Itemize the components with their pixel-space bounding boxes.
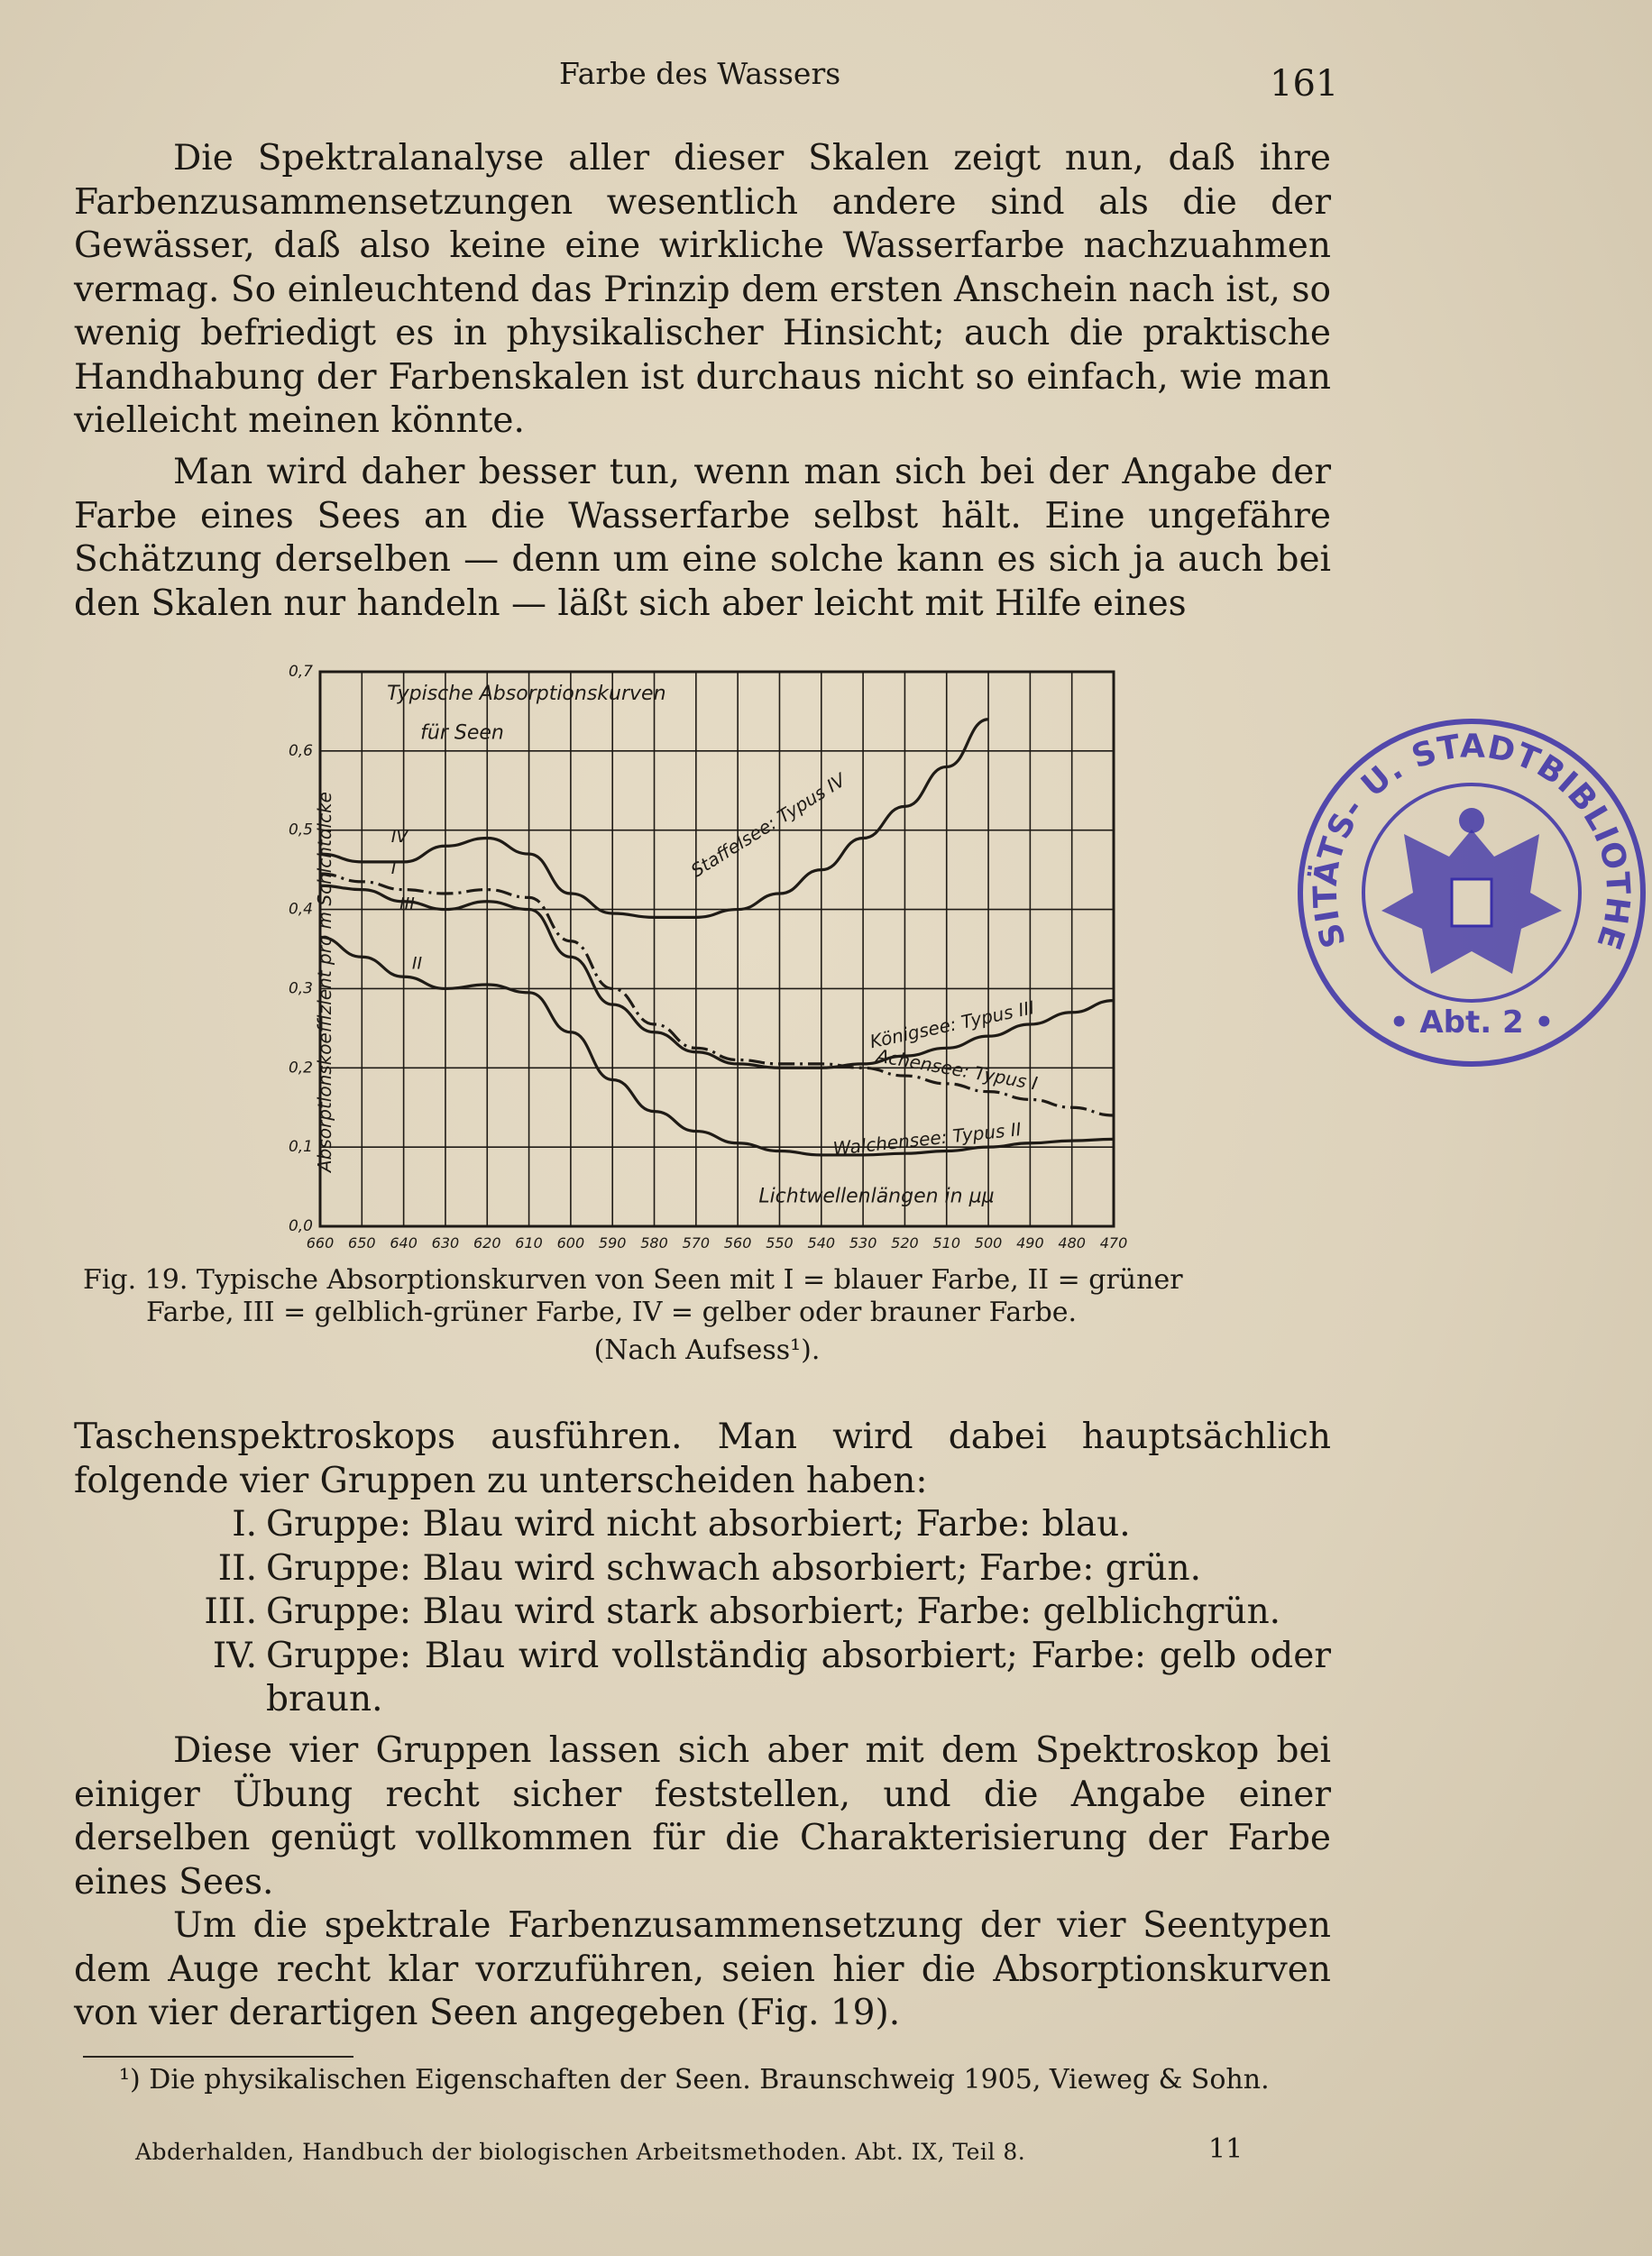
caption-line-1: Fig. 19. Typische Absorptionskurven von Seen mit I = blauer Farbe, II = grüner: [83, 1264, 1183, 1296]
y-tick-label: 0,1: [288, 1138, 313, 1157]
x-axis-label: Lichtwellenlängen in µµ: [758, 1185, 995, 1208]
body-text-final: [74, 1729, 1331, 2036]
chart-title: Typische Absorptionskurven: [387, 682, 666, 705]
series-roman-label: II: [411, 953, 423, 974]
series-roman-label: III: [399, 894, 415, 914]
page-number: 161: [1270, 63, 1339, 105]
x-tick-label: 520: [891, 1234, 919, 1252]
x-tick-label: 620: [473, 1234, 501, 1252]
series-name-label: Staffelsee: Typus IV: [686, 768, 849, 882]
series-roman-label: I: [390, 858, 397, 879]
body-text-bottom: [74, 1416, 1331, 1722]
y-tick-label: 0,5: [288, 821, 313, 839]
x-tick-label: 580: [640, 1234, 668, 1252]
crown-icon: [1459, 808, 1484, 833]
y-tick-label: 0,3: [288, 979, 313, 998]
x-tick-label: 660: [306, 1234, 335, 1252]
group-number: II.: [217, 1547, 257, 1589]
x-tick-label: 490: [1016, 1234, 1044, 1252]
x-tick-label: 570: [682, 1234, 711, 1252]
library-stamp-svg: [1291, 712, 1652, 1073]
y-axis-label: Absorptionskoeffizient pro m Schichtdicke: [314, 792, 335, 1172]
y-tick-label: 0,7: [288, 663, 313, 681]
x-tick-label: 610: [515, 1234, 543, 1252]
series-name-label: Achensee: Typus I: [875, 1044, 1040, 1095]
group-text: Gruppe: Blau wird vollständig absorbiert; Farbe: gelb oder braun.: [266, 1635, 1331, 1720]
x-tick-label: 650: [348, 1234, 376, 1252]
absorption-chart: [271, 663, 1154, 1262]
x-tick-label: 510: [932, 1234, 961, 1252]
chart-title-line-2: für Seen: [420, 721, 504, 745]
stamp-department: • Abt. 2 •: [1389, 1004, 1555, 1041]
x-tick-label: 500: [974, 1234, 1003, 1252]
group-number: III.: [204, 1591, 257, 1632]
list-item: [74, 1635, 1331, 1722]
paragraph-pocket-spectroscope: Taschenspektroskops ausführen. Man wird dabei hauptsächlich folgende vier Gruppen zu unterscheiden haben:: [74, 1417, 1331, 1501]
group-text: Gruppe: Blau wird nicht absorbiert; Farbe: blau.: [266, 1504, 1131, 1545]
signature-mark: 11: [1208, 2133, 1244, 2165]
group-text: Gruppe: Blau wird stark absorbiert; Farbe: gelblichgrün.: [266, 1591, 1281, 1632]
x-tick-label: 600: [556, 1234, 585, 1252]
y-tick-label: 0,2: [288, 1059, 313, 1078]
x-tick-label: 640: [390, 1234, 418, 1252]
x-tick-label: 560: [723, 1234, 752, 1252]
x-tick-label: 530: [849, 1234, 877, 1252]
x-tick-label: 540: [807, 1234, 836, 1252]
paragraph-spectral-analysis: Die Spektralanalyse aller dieser Skalen zeigt nun, daß ihre Farbenzusammensetzungen wesentlich andere sind als die der Gewässer, daß also keine eine wirkliche Wasserfarbe nachzuahmen vermag. So einleuchtend das Prinzip dem ersten Anschein nach ist, so wenig befriedigt es in physikalischer Hinsicht; auch die praktische Handhabung der Farbenskalen ist durchaus nicht so einfach, wie man vielleicht meinen könnte.: [74, 138, 1331, 441]
body-text-top-2: [74, 451, 1331, 626]
library-stamp: [1291, 712, 1652, 1073]
figure-caption: [83, 1264, 1331, 1367]
x-tick-label: 550: [766, 1234, 794, 1252]
footnote-divider: [83, 2056, 353, 2058]
list-item: [74, 1591, 1331, 1635]
paragraph-fig-reference: Um die spektrale Farbenzusammensetzung der vier Seentypen dem Auge recht klar vorzuführen, seien hier die Absorptionskurven von vier derartigen Seen angegeben (Fig. 19).: [74, 1905, 1331, 2033]
footnote: ¹) Die physikalischen Eigenschaften der Seen. Braunschweig 1905, Vieweg & Sohn.: [119, 2064, 1270, 2096]
caption-line-2: Farbe, III = gelblich-grüner Farbe, IV = gelber oder brauner Farbe.: [146, 1297, 1078, 1328]
caption-line-3: (Nach Aufsess¹).: [593, 1334, 821, 1366]
paragraph-groups-determination: Diese vier Gruppen lassen sich aber mit dem Spektroskop bei einiger Übung recht sicher feststellen, und die Angabe einer derselben genügt vollkommen für die Charakterisierung der Farbe eines Sees.: [74, 1730, 1331, 1903]
stamp-circle-text: SITÄTS- U. STADTBIBLIOTHE: [1307, 728, 1637, 955]
book-footer: Abderhalden, Handbuch der biologischen Arbeitsmethoden. Abt. IX, Teil 8.: [135, 2139, 1026, 2165]
group-number: I.: [232, 1504, 257, 1545]
group-number: IV.: [212, 1635, 257, 1676]
paragraph-water-color: Man wird daher besser tun, wenn man sich bei der Angabe der Farbe eines Sees an die Wasserfarbe selbst hält. Eine ungefähre Schätzung derselben — denn um eine solche kann es sich ja auch bei den Skalen nur handeln — läßt sich aber leicht mit Hilfe eines: [74, 452, 1331, 624]
plot-frame: [320, 672, 1114, 1226]
group-text: Gruppe: Blau wird schwach absorbiert; Farbe: grün.: [266, 1547, 1202, 1589]
list-item: [74, 1547, 1331, 1591]
chart-svg: [271, 663, 1154, 1262]
series-name-label: Walchensee: Typus II: [831, 1118, 1023, 1160]
running-header: Farbe des Wassers: [559, 56, 841, 91]
y-tick-label: 0,0: [288, 1217, 313, 1235]
x-tick-label: 590: [598, 1234, 627, 1252]
x-tick-label: 480: [1058, 1234, 1086, 1252]
y-tick-label: 0,4: [288, 900, 313, 919]
list-item: [74, 1503, 1331, 1547]
y-tick-label: 0,6: [288, 741, 313, 760]
series-name-label: Königsee: Typus III: [867, 996, 1037, 1053]
shield-icon: [1452, 879, 1491, 926]
body-text-top: [74, 137, 1331, 444]
x-tick-label: 470: [1099, 1234, 1128, 1252]
series-roman-label: IV: [390, 826, 408, 847]
group-list: [74, 1503, 1331, 1722]
x-tick-label: 630: [431, 1234, 460, 1252]
